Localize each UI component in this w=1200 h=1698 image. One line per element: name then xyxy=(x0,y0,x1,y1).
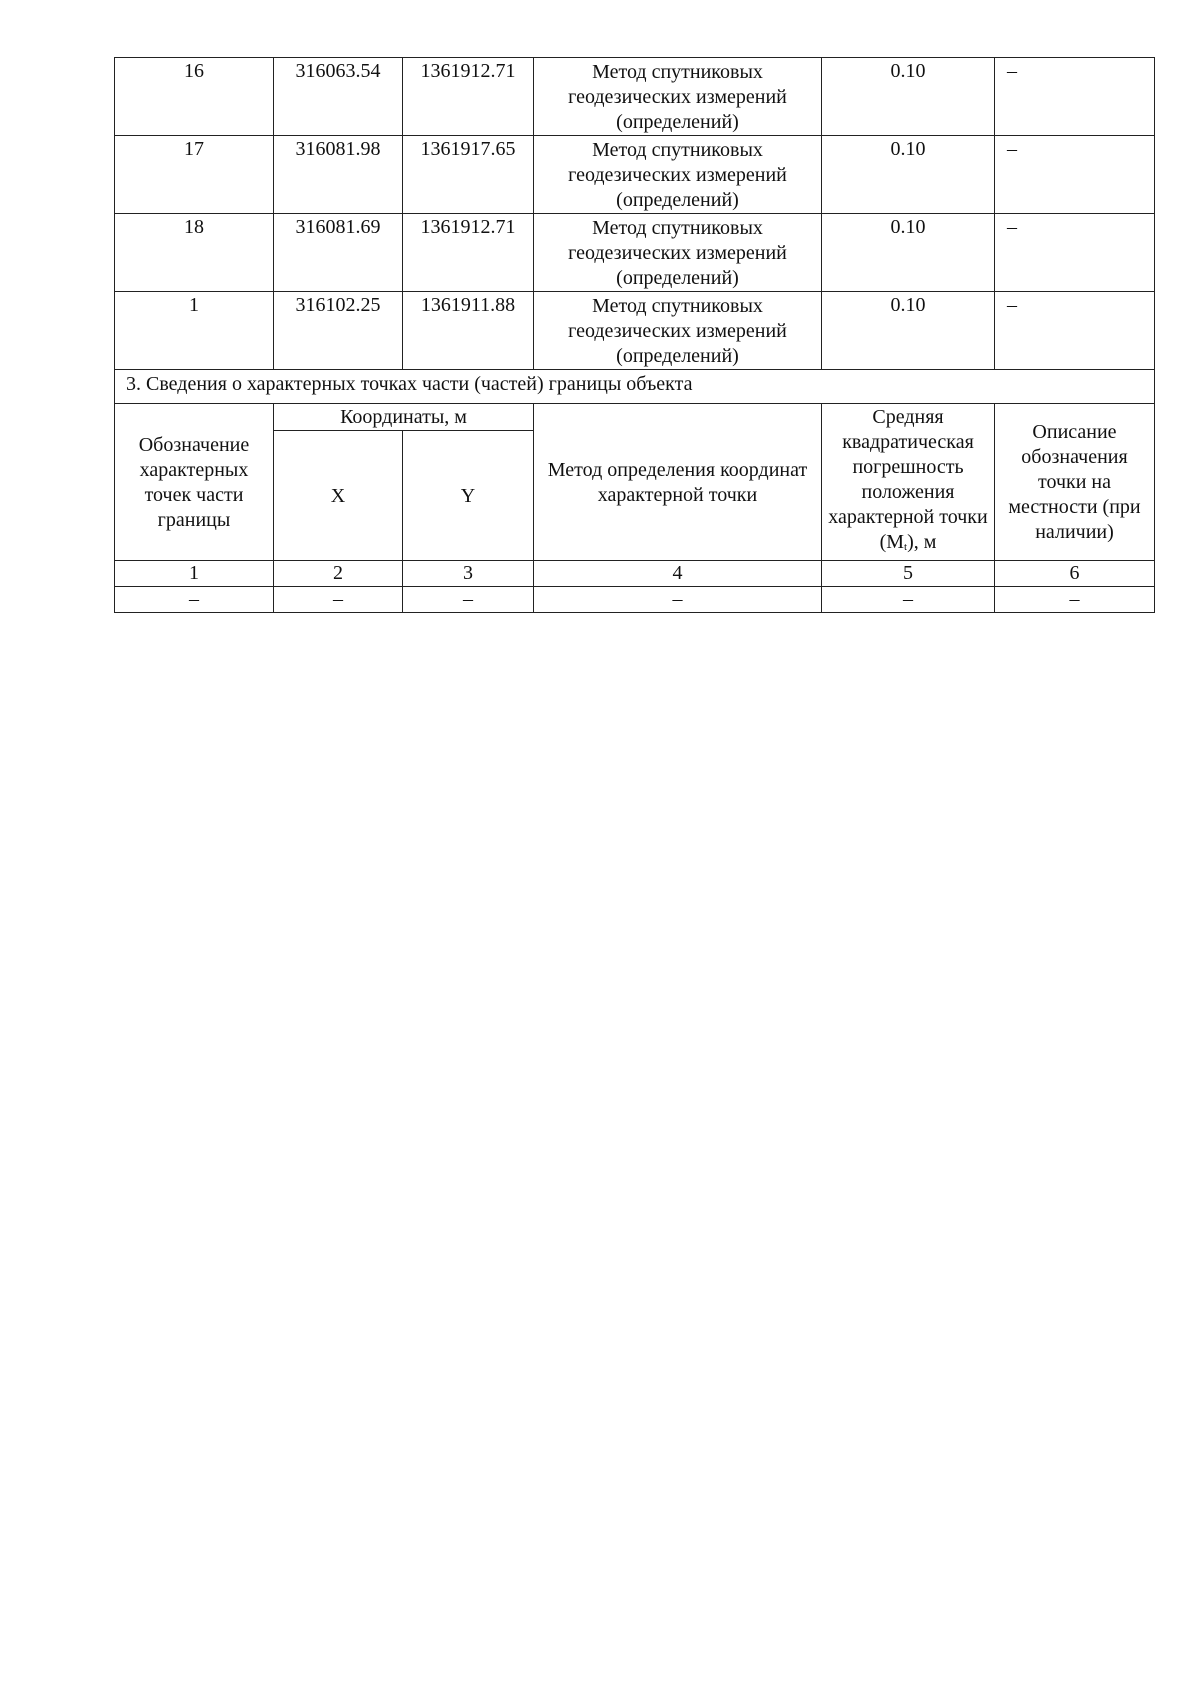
coord-y: 1361917.65 xyxy=(403,136,534,214)
table-row xyxy=(115,136,1155,214)
table-row xyxy=(115,587,1155,613)
description: – xyxy=(995,136,1155,214)
table-row xyxy=(115,214,1155,292)
table-row xyxy=(115,292,1155,370)
method: Метод спутниковых геодезических измерений (определений) xyxy=(534,292,822,370)
header-row xyxy=(115,404,1155,431)
method-header: Метод определения координат характерной точки xyxy=(534,404,822,561)
empty-cell: – xyxy=(822,587,995,613)
description: – xyxy=(995,292,1155,370)
method: Метод спутниковых геодезических измерений (определений) xyxy=(534,136,822,214)
column-number: 4 xyxy=(534,561,822,587)
accuracy: 0.10 xyxy=(822,292,995,370)
method: Метод спутниковых геодезических измерений (определений) xyxy=(534,58,822,136)
empty-cell: – xyxy=(995,587,1155,613)
empty-cell: – xyxy=(274,587,403,613)
coord-y: 1361912.71 xyxy=(403,58,534,136)
point-number: 16 xyxy=(115,58,274,136)
point-number: 17 xyxy=(115,136,274,214)
column-number: 5 xyxy=(822,561,995,587)
empty-cell: – xyxy=(534,587,822,613)
coord-y: 1361911.88 xyxy=(403,292,534,370)
column-number: 6 xyxy=(995,561,1155,587)
description-header: Описание обозначения точки на местности (при наличии) xyxy=(995,404,1155,561)
accuracy: 0.10 xyxy=(822,214,995,292)
coord-x: 316063.54 xyxy=(274,58,403,136)
section-3-title: 3. Сведения о характерных точках части (частей) границы объекта xyxy=(115,370,1155,404)
column-number: 1 xyxy=(115,561,274,587)
coord-x: 316102.25 xyxy=(274,292,403,370)
empty-cell: – xyxy=(403,587,534,613)
column-number: 2 xyxy=(274,561,403,587)
coord-x: 316081.69 xyxy=(274,214,403,292)
accuracy-header xyxy=(822,404,995,561)
x-header: X xyxy=(274,431,403,561)
accuracy-header-subscript: t xyxy=(904,541,908,553)
table-row xyxy=(115,58,1155,136)
accuracy-header-suffix: ), м xyxy=(907,531,937,553)
method: Метод спутниковых геодезических измерений (определений) xyxy=(534,214,822,292)
point-number: 18 xyxy=(115,214,274,292)
empty-cell: – xyxy=(115,587,274,613)
designation-header: Обозначение характерных точек части границы xyxy=(115,404,274,561)
description: – xyxy=(995,58,1155,136)
coordinates-header: Координаты, м xyxy=(274,404,534,431)
accuracy-header-text: Средняя квадратическая погрешность положения характерной точки (M xyxy=(828,406,988,553)
coord-x: 316081.98 xyxy=(274,136,403,214)
column-number: 3 xyxy=(403,561,534,587)
description: – xyxy=(995,214,1155,292)
boundary-points-table xyxy=(114,57,1155,613)
coord-y: 1361912.71 xyxy=(403,214,534,292)
column-numbers-row xyxy=(115,561,1155,587)
accuracy: 0.10 xyxy=(822,136,995,214)
section-title-row xyxy=(115,370,1155,404)
y-header: Y xyxy=(403,431,534,561)
point-number: 1 xyxy=(115,292,274,370)
accuracy: 0.10 xyxy=(822,58,995,136)
